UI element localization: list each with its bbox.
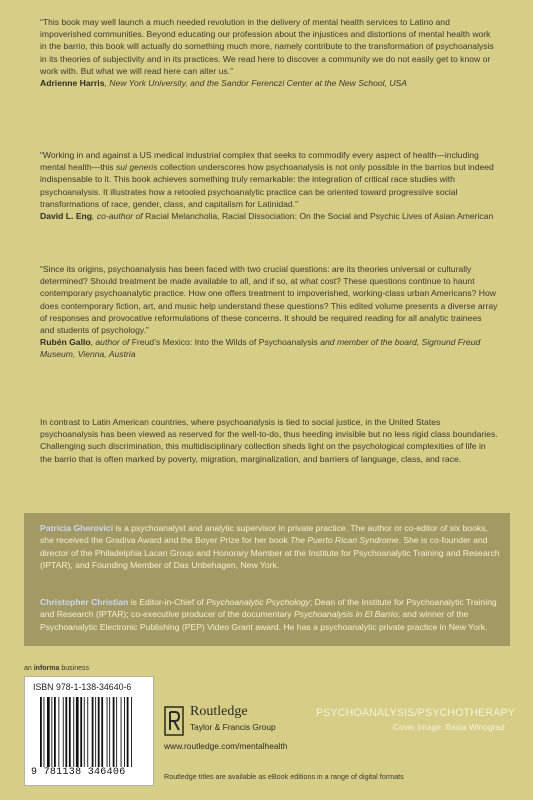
routledge-logo-icon bbox=[164, 706, 184, 736]
barcode-bar bbox=[40, 697, 42, 767]
barcode-bar bbox=[116, 697, 117, 767]
endorser-role: , author of bbox=[90, 337, 132, 348]
barcode-bar bbox=[54, 697, 56, 767]
barcode-bar bbox=[65, 697, 67, 767]
informa-business-tag: an informa business bbox=[24, 665, 89, 672]
quote-attribution bbox=[40, 336, 498, 360]
barcode-bar bbox=[95, 697, 96, 767]
publisher-group: Taylor & Francis Group bbox=[190, 722, 276, 732]
endorser-role-2: and member of the board, Sigmund Freud Museum, Vienna, Austria bbox=[40, 337, 481, 360]
quote-attribution bbox=[40, 77, 498, 89]
isbn-number: ISBN 978-1-138-34640-6 bbox=[33, 682, 132, 692]
barcode-bar bbox=[113, 697, 115, 767]
publisher-name: Routledge bbox=[190, 704, 248, 719]
book-description bbox=[40, 416, 498, 465]
quote-attribution bbox=[40, 210, 498, 222]
barcode-bar bbox=[69, 697, 71, 767]
quote-text: “This book may well launch a much needed revolution in the delivery of mental health services to Latino and impoverished communities. Beyond educating our profession about the injustices and distortions of mental health work in the barrio, this book will actually do something much more, namely contribute to the transformation of psychoanalysis in its theories of subjectivity and in its practices. We read here to discover a community we do not easily get to know or work with. But what we will read here can alter us.” bbox=[40, 17, 494, 76]
barcode-bar bbox=[63, 697, 64, 767]
barcode-bar bbox=[47, 697, 50, 767]
barcode-bar bbox=[98, 697, 100, 767]
barcode-bar bbox=[87, 697, 88, 767]
endorser-role: , co-author of bbox=[92, 211, 146, 222]
endorser-work: Freud’s Mexico: Into the Wilds of Psychoanalysis bbox=[131, 337, 318, 348]
barcode-bar bbox=[76, 697, 79, 767]
quote-text: “Working in and against a US medical industrial complex that seeks to commodify every aspect of health—including mental health—this sui generis collection underscores how psychoanalysis is not only possible in the barrios but indeed indispensable to it. This book achieves something truly remarkable: the integration of critical race studies with psychoanalysis. It illustrates how a retooled psychoanalytic practice can be oriented toward progressive social transformations of race, gender, class, and capitalism for Latinidad.” bbox=[40, 150, 494, 209]
barcode-bar bbox=[73, 697, 74, 767]
barcode-bar bbox=[124, 697, 125, 767]
barcode-bar bbox=[109, 697, 110, 767]
endorser-work: Racial Melancholia, Racial Dissociation: On the Social and Psychic Lives of Asian American bbox=[145, 211, 494, 222]
barcode-bar bbox=[101, 697, 103, 767]
endorsement-gallo bbox=[40, 263, 498, 361]
barcode-bar bbox=[58, 697, 59, 767]
bio-christian: Christopher Christian is Editor-in-Chief of Psychoanalytic Psychology; Dean of the Institute for Psychoanalytic Training and Research (IPTAR); co-executive producer of the documentary Psychoanalysis in El Barrio; and winner of the Psychoanalytic Electronic Publishing (PEP) Video Grant award. He has a psychoanalytic private practice in New York. bbox=[40, 597, 497, 632]
cover-image-credit: Cover Image: Basia Winograd bbox=[393, 722, 505, 732]
endorsement-harris bbox=[40, 16, 498, 89]
barcode-bar bbox=[92, 697, 94, 767]
barcode-bar bbox=[84, 697, 85, 767]
bio-gherovici: Patricia Gherovici is a psychoanalyst and analytic supervisor in private practice. The author or co-editor of six books, she received the Gradiva Award and the Boyer Prize for her book The Puerto Rican Syndrome. She is co-founder and director of the Philadelphia Lacan Group and Honorary Member at the Institute for Psychoanalytic Training and Research (IPTAR), and Founding Member of Das Unbehagen, New York. bbox=[40, 523, 500, 570]
endorser-affiliation: , New York University, and the Sandor Ferenczi Center at the New School, USA bbox=[104, 78, 407, 89]
endorsement-eng bbox=[40, 149, 498, 222]
quote-text: “Since its origins, psychoanalysis has been faced with two crucial questions: are its theories universal or culturally determined? Should treatment be made available to all, and if so, at what cost? These questions continue to haunt contemporary psychoanalytic practice. How one offers treatment to impoverished, working-class urban Americans? How does contemporary fiction, art, and music help understand these questions? This edited volume presents a diverse array of responses and provocative reformulations of these concerns. It should be required reading for all analytic trainees and students of psychology.” bbox=[40, 264, 498, 336]
editor-name: Christopher Christian bbox=[40, 597, 129, 607]
publisher-url[interactable]: www.routledge.com/mentalhealth bbox=[164, 741, 288, 751]
endorser-name: Adrienne Harris bbox=[40, 78, 105, 89]
editor-bios-panel bbox=[24, 513, 510, 646]
barcode-bar bbox=[80, 697, 82, 767]
editor-name: Patricia Gherovici bbox=[40, 523, 114, 533]
barcode-image bbox=[39, 697, 145, 767]
isbn-barcode-box bbox=[24, 676, 154, 786]
barcode-bar bbox=[127, 697, 129, 767]
barcode-bar bbox=[44, 697, 45, 767]
barcode-bar bbox=[121, 697, 122, 767]
description-text: In contrast to Latin American countries, where psychoanalysis is tied to social justice, in the United States psychoanalysis has been viewed as reserved for the well-to-do, thus heeding invisible but no less rigid class boundaries. Challenging such discrimination, this multidisciplinary collection sheds light on the psychological complexities of life in the barrio that is often marked by poverty, migration, marginalization, and barriers of language, class, and race. bbox=[40, 417, 498, 464]
subject-category: PSYCHOANALYSIS/PSYCHOTHERAPY bbox=[316, 707, 516, 719]
endorser-name: Rubén Gallo bbox=[40, 337, 91, 348]
barcode-bar bbox=[51, 697, 52, 767]
ebook-availability-note: Routledge titles are available as eBook editions in a range of digital formats bbox=[164, 772, 404, 781]
barcode-digits: 9 781138 346406 bbox=[31, 767, 126, 778]
endorser-name: David L. Eng bbox=[40, 211, 93, 222]
barcode-bar bbox=[131, 697, 132, 767]
barcode-bar bbox=[107, 697, 108, 767]
